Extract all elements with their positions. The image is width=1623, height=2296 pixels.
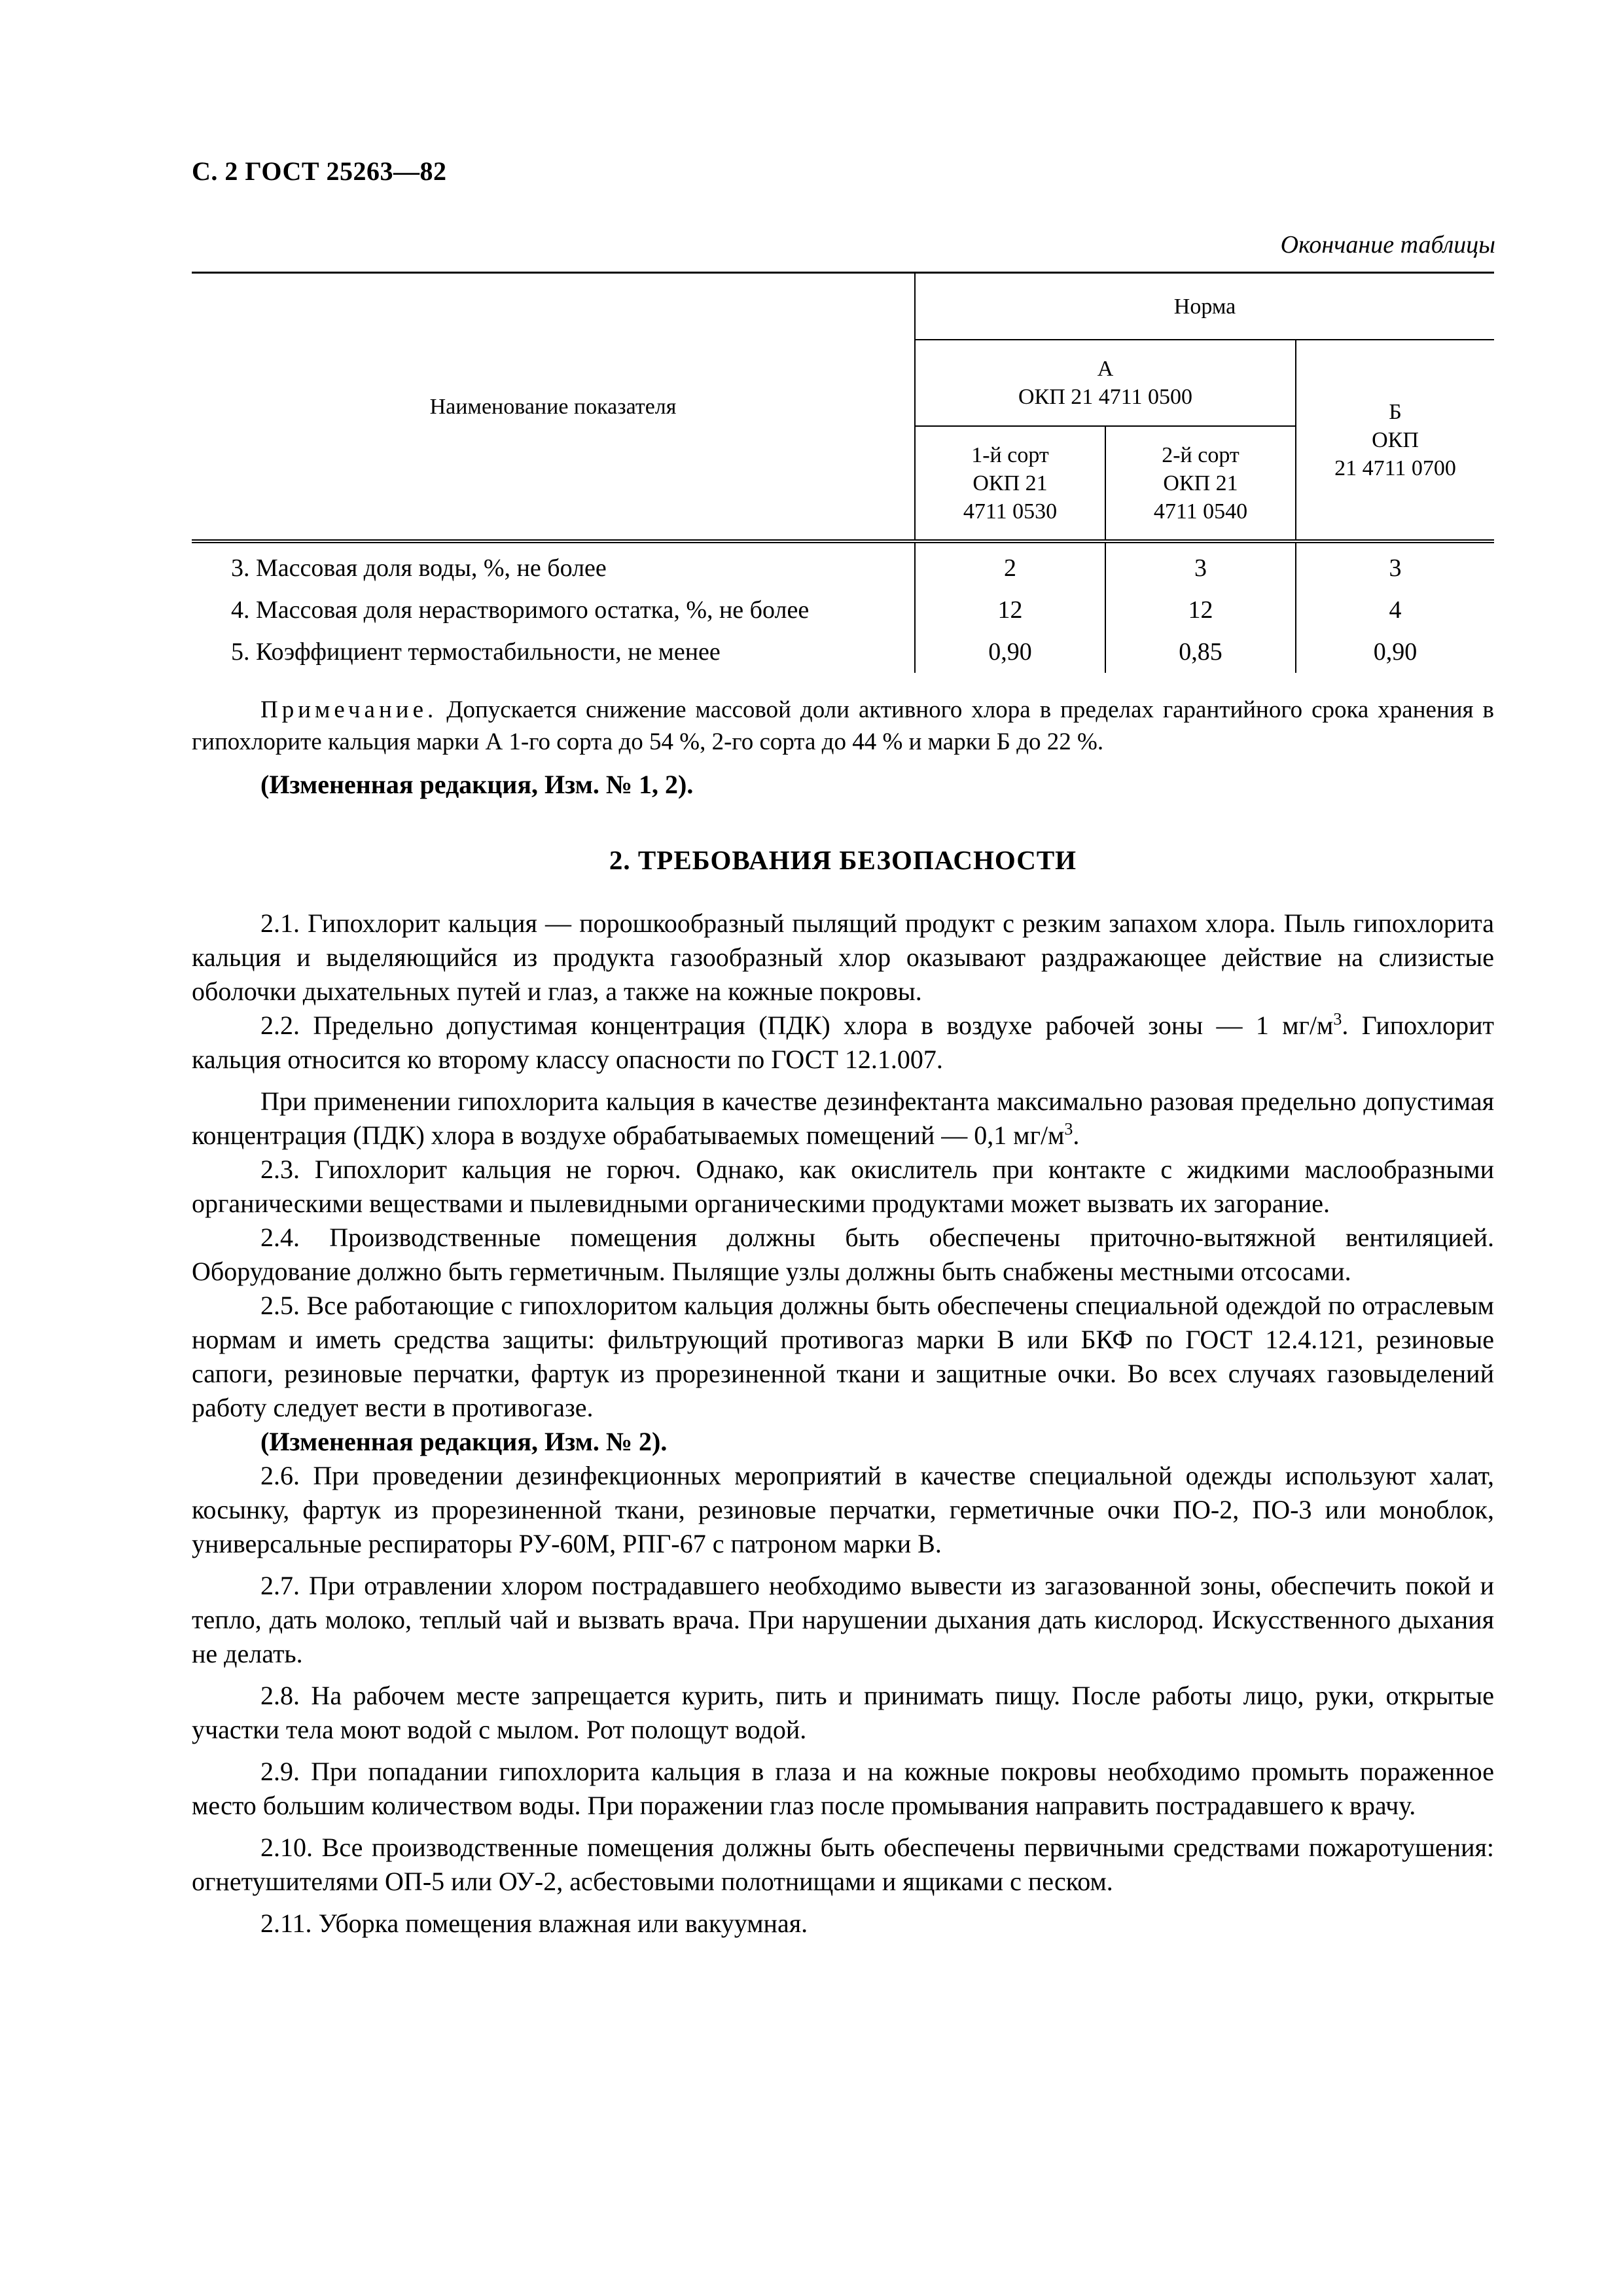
revision-note-1: (Измененная редакция, Изм. № 1, 2).: [260, 770, 694, 799]
section-title: 2. ТРЕБОВАНИЯ БЕЗОПАСНОСТИ: [609, 845, 1077, 875]
spec-table: [192, 272, 1494, 673]
grade-b-code: 21 4711 0700: [1334, 456, 1456, 480]
row-name: 3. Массовая доля воды, %, не более: [192, 541, 915, 589]
row-value-sort2: 12: [1105, 589, 1296, 631]
grade-b-label: Б: [1389, 399, 1402, 424]
paragraph-2-7: 2.7. При отравлении хлором пострадавшего необходимо вывести из загазованной зоны, обеспечить покой и тепло, дать молоко, теплый чай и вызвать врача. При нарушении дыхания дать кислород. Искусственного дыхания не делать.: [192, 1571, 1494, 1668]
table-row: [192, 541, 1494, 589]
paragraph-2-11: 2.11. Уборка помещения влажная или вакуумная.: [260, 1909, 808, 1938]
grade-a-label: А: [1097, 357, 1114, 381]
table-row: [192, 631, 1494, 673]
paragraph-2-9: 2.9. При попадании гипохлорита кальция в глаза и на кожные покровы необходимо промыть пораженное место большим количеством воды. При поражении глаз после промывания направить пострадавшего к врачу.: [192, 1757, 1494, 1820]
row-value-grade-b: 0,90: [1373, 637, 1418, 666]
paragraph-2-4: 2.4. Производственные помещения должны быть обеспечены приточно-вытяжной вентиляцией. Оборудование должно быть герметичным. Пылящие узлы должны быть снабжены местными отсосами.: [192, 1223, 1494, 1286]
sort2-header: [1105, 426, 1296, 541]
paragraph-2-10: 2.10. Все производственные помещения должны быть обеспечены первичными средствами пожаротушения: огнетушителями ОП-5 или ОУ-2, асбестовыми полотнищами и ящиками с песком.: [192, 1833, 1494, 1896]
table-caption: Окончание таблицы: [1280, 231, 1495, 259]
note-text: Допускается снижение массовой доли активного хлора в пределах гарантийного срока хранения в гипохлорите кальция марки А 1-го сорта до 54 %, 2-го сорта до 44 % и марки Б до 22 %.: [192, 696, 1495, 755]
paragraph-2-3: 2.3. Гипохлорит кальция не горюч. Однако, как окислитель при контакте с жидкими маслообразными органическими веществами и пылевидными органическими продуктами может вызвать их загорание.: [192, 1155, 1494, 1218]
table-row: [192, 589, 1494, 631]
superscript-3: 3: [1064, 1119, 1073, 1139]
paragraph-2-5: 2.5. Все работающие с гипохлоритом кальция должны быть обеспечены специальной одеждой по отраслевым нормам и иметь средства защиты: фильтрующий противогаз марки В или БКФ по ГОСТ 12.4.121, резиновые сапоги, резиновые перчатки, фартук из прорезиненной ткани и защитные очки. Во всех случаях газовыделений работу следует вести в противогазе.: [192, 1291, 1494, 1422]
row-value-sort2: 3: [1105, 541, 1296, 589]
sort1-header: [915, 426, 1105, 541]
paragraph-2-2-part2: . Гипохлорит кальция относится ко второму классу опасности по ГОСТ 12.1.007.: [192, 1011, 1495, 1074]
sort1-code: 4711 0530: [963, 499, 1058, 524]
col-name-header: Наименование показателя: [192, 273, 915, 542]
row-name: 5. Коэффициент термостабильности, не менее: [192, 631, 915, 673]
paragraph-2-2-cont: [192, 1085, 1494, 1153]
paragraph-2-2: [192, 1009, 1494, 1077]
paragraph-2-2-cont-end: .: [1073, 1121, 1080, 1150]
row-value-sort1: 2: [915, 541, 1105, 589]
section-body: [192, 906, 1494, 1941]
paragraph-2-6: 2.6. При проведении дезинфекционных мероприятий в качестве специальной одежды используют халат, косынку, фартук из прорезиненной ткани, резиновые перчатки, герметичные очки ПО-2, ПО-3 или моноблок, универсальные респираторы РУ-60М, РПГ-67 с патроном марки В.: [192, 1461, 1494, 1558]
row-value-grade-b: 3: [1389, 554, 1402, 582]
row-value-sort1: 0,90: [915, 631, 1105, 673]
superscript-3: 3: [1333, 1009, 1342, 1029]
paragraph-2-1: 2.1. Гипохлорит кальция — порошкообразный пылящий продукт с резким запахом хлора. Пыль гипохлорита кальция и выделяющийся из продукта газообразный хлор оказывают раздражающее действие на слизистые оболочки дыхательных путей и глаз, а также на кожные покровы.: [192, 908, 1494, 1006]
page-header: С. 2 ГОСТ 25263—82: [192, 156, 447, 186]
sort2-okp: ОКП 21: [1163, 471, 1238, 495]
paragraph-2-2-part1: 2.2. Предельно допустимая концентрация (ПДК) хлора в воздухе рабочей зоны — 1 мг/м: [260, 1011, 1334, 1040]
norm-header: Норма: [915, 273, 1494, 340]
grade-b-okp: ОКП: [1372, 427, 1419, 452]
grade-a-code: ОКП 21 4711 0500: [1018, 385, 1193, 409]
grade-b-header: [1296, 340, 1494, 541]
sort1-label: 1-й сорт: [971, 442, 1049, 467]
row-value-sort1: 12: [915, 589, 1105, 631]
row-value-grade-b: 4: [1389, 596, 1402, 624]
revision-note-2: (Измененная редакция, Изм. № 2).: [260, 1427, 668, 1456]
row-name: 4. Массовая доля нерастворимого остатка, %, не более: [192, 589, 915, 631]
note-label: Примечание.: [260, 696, 438, 723]
sort2-label: 2-й сорт: [1162, 442, 1240, 467]
sort1-okp: ОКП 21: [972, 471, 1048, 495]
paragraph-2-8: 2.8. На рабочем месте запрещается курить, пить и принимать пищу. После работы лицо, руки, открытые участки тела моют водой с мылом. Рот полощут водой.: [192, 1681, 1494, 1744]
grade-a-header: [915, 340, 1296, 426]
sort2-code: 4711 0540: [1153, 499, 1248, 524]
paragraph-2-2-cont-text: При применении гипохлорита кальция в качестве дезинфектанта максимально разовая предельно допустимая концентрация (ПДК) хлора в воздухе обрабатываемых помещений — 0,1 мг/м: [192, 1086, 1494, 1150]
table-note: [192, 694, 1494, 758]
row-value-sort2: 0,85: [1105, 631, 1296, 673]
